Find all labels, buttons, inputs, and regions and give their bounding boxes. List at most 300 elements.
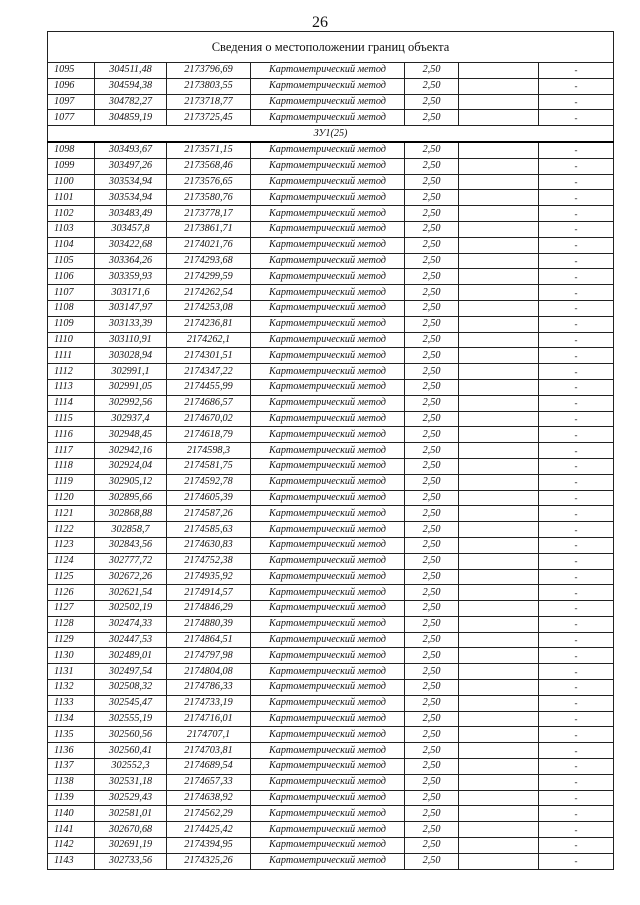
- note-cell: [459, 332, 539, 348]
- y-coordinate-cell: 2174301,51: [167, 348, 251, 364]
- method-cell: Картометрический метод: [251, 364, 405, 380]
- x-coordinate-cell: 304594,38: [95, 78, 167, 94]
- note-cell: [459, 853, 539, 869]
- method-cell: Картометрический метод: [251, 237, 405, 253]
- x-coordinate-cell: 302447,53: [95, 632, 167, 648]
- method-cell: Картометрический метод: [251, 806, 405, 822]
- method-cell: Картометрический метод: [251, 537, 405, 553]
- accuracy-cell: 2,50: [405, 206, 459, 222]
- method-cell: Картометрический метод: [251, 680, 405, 696]
- y-coordinate-cell: 2174236,81: [167, 316, 251, 332]
- x-coordinate-cell: 302868,88: [95, 506, 167, 522]
- point-number-cell: 1117: [48, 443, 95, 459]
- method-cell: Картометрический метод: [251, 174, 405, 190]
- table-row: [48, 506, 614, 522]
- description-cell: -: [539, 269, 614, 285]
- description-cell: -: [539, 790, 614, 806]
- method-cell: Картометрический метод: [251, 790, 405, 806]
- method-cell: Картометрический метод: [251, 585, 405, 601]
- table-row: [48, 806, 614, 822]
- method-cell: Картометрический метод: [251, 648, 405, 664]
- table-row: [48, 553, 614, 569]
- point-number-cell: 1123: [48, 537, 95, 553]
- table-row: [48, 142, 614, 158]
- point-number-cell: 1098: [48, 142, 95, 158]
- note-cell: [459, 348, 539, 364]
- x-coordinate-cell: 303110,91: [95, 332, 167, 348]
- table-row: [48, 838, 614, 854]
- method-cell: Картометрический метод: [251, 506, 405, 522]
- y-coordinate-cell: 2174864,51: [167, 632, 251, 648]
- table-row: [48, 427, 614, 443]
- note-cell: [459, 237, 539, 253]
- accuracy-cell: 2,50: [405, 285, 459, 301]
- y-coordinate-cell: 2174630,83: [167, 537, 251, 553]
- note-cell: [459, 443, 539, 459]
- accuracy-cell: 2,50: [405, 838, 459, 854]
- table-row: [48, 411, 614, 427]
- description-cell: -: [539, 142, 614, 158]
- accuracy-cell: 2,50: [405, 269, 459, 285]
- description-cell: -: [539, 474, 614, 490]
- y-coordinate-cell: 2174797,98: [167, 648, 251, 664]
- note-cell: [459, 427, 539, 443]
- x-coordinate-cell: 302733,56: [95, 853, 167, 869]
- x-coordinate-cell: 302672,26: [95, 569, 167, 585]
- y-coordinate-cell: 2173861,71: [167, 221, 251, 237]
- note-cell: [459, 537, 539, 553]
- accuracy-cell: 2,50: [405, 237, 459, 253]
- point-number-cell: 1139: [48, 790, 95, 806]
- y-coordinate-cell: 2173725,45: [167, 110, 251, 126]
- method-cell: Картометрический метод: [251, 838, 405, 854]
- note-cell: [459, 300, 539, 316]
- x-coordinate-cell: 302858,7: [95, 522, 167, 538]
- point-number-cell: 1125: [48, 569, 95, 585]
- note-cell: [459, 253, 539, 269]
- description-cell: -: [539, 458, 614, 474]
- point-number-cell: 1141: [48, 822, 95, 838]
- method-cell: Картометрический метод: [251, 664, 405, 680]
- y-coordinate-cell: 2174935,92: [167, 569, 251, 585]
- method-cell: Картометрический метод: [251, 348, 405, 364]
- x-coordinate-cell: 303497,26: [95, 158, 167, 174]
- x-coordinate-cell: 302508,32: [95, 680, 167, 696]
- method-cell: Картометрический метод: [251, 221, 405, 237]
- table-row: [48, 680, 614, 696]
- description-cell: -: [539, 237, 614, 253]
- x-coordinate-cell: 302497,54: [95, 664, 167, 680]
- table-row: [48, 332, 614, 348]
- accuracy-cell: 2,50: [405, 822, 459, 838]
- note-cell: [459, 790, 539, 806]
- point-number-cell: 1110: [48, 332, 95, 348]
- y-coordinate-cell: 2174707,1: [167, 727, 251, 743]
- method-cell: Картометрический метод: [251, 206, 405, 222]
- point-number-cell: 1132: [48, 680, 95, 696]
- table-row: [48, 63, 614, 79]
- note-cell: [459, 110, 539, 126]
- x-coordinate-cell: 302924,04: [95, 458, 167, 474]
- table-row: [48, 110, 614, 126]
- accuracy-cell: 2,50: [405, 221, 459, 237]
- note-cell: [459, 616, 539, 632]
- note-cell: [459, 316, 539, 332]
- description-cell: -: [539, 332, 614, 348]
- point-number-cell: 1129: [48, 632, 95, 648]
- note-cell: [459, 648, 539, 664]
- note-cell: [459, 285, 539, 301]
- x-coordinate-cell: 303457,8: [95, 221, 167, 237]
- point-number-cell: 1124: [48, 553, 95, 569]
- table-row: [48, 537, 614, 553]
- description-cell: -: [539, 490, 614, 506]
- y-coordinate-cell: 2174657,33: [167, 774, 251, 790]
- table-row: [48, 632, 614, 648]
- point-number-cell: 1142: [48, 838, 95, 854]
- description-cell: -: [539, 759, 614, 775]
- point-number-cell: 1103: [48, 221, 95, 237]
- x-coordinate-cell: 302895,66: [95, 490, 167, 506]
- y-coordinate-cell: 2173580,76: [167, 190, 251, 206]
- point-number-cell: 1134: [48, 711, 95, 727]
- accuracy-cell: 2,50: [405, 506, 459, 522]
- description-cell: -: [539, 379, 614, 395]
- y-coordinate-cell: 2174581,75: [167, 458, 251, 474]
- x-coordinate-cell: 304511,48: [95, 63, 167, 79]
- y-coordinate-cell: 2173796,69: [167, 63, 251, 79]
- point-number-cell: 1096: [48, 78, 95, 94]
- point-number-cell: 1106: [48, 269, 95, 285]
- point-number-cell: 1138: [48, 774, 95, 790]
- method-cell: Картометрический метод: [251, 443, 405, 459]
- accuracy-cell: 2,50: [405, 806, 459, 822]
- y-coordinate-cell: 2174716,01: [167, 711, 251, 727]
- table-row: [48, 711, 614, 727]
- description-cell: -: [539, 78, 614, 94]
- description-cell: -: [539, 506, 614, 522]
- accuracy-cell: 2,50: [405, 300, 459, 316]
- accuracy-cell: 2,50: [405, 411, 459, 427]
- description-cell: -: [539, 569, 614, 585]
- x-coordinate-cell: 302531,18: [95, 774, 167, 790]
- table-row: [48, 221, 614, 237]
- description-cell: -: [539, 822, 614, 838]
- table-row: [48, 743, 614, 759]
- accuracy-cell: 2,50: [405, 174, 459, 190]
- method-cell: Картометрический метод: [251, 727, 405, 743]
- note-cell: [459, 474, 539, 490]
- accuracy-cell: 2,50: [405, 727, 459, 743]
- note-cell: [459, 743, 539, 759]
- method-cell: Картометрический метод: [251, 616, 405, 632]
- x-coordinate-cell: 302545,47: [95, 695, 167, 711]
- x-coordinate-cell: 302937,4: [95, 411, 167, 427]
- point-number-cell: 1101: [48, 190, 95, 206]
- method-cell: Картометрический метод: [251, 853, 405, 869]
- table-row: [48, 774, 614, 790]
- table-row: [48, 569, 614, 585]
- x-coordinate-cell: 303364,26: [95, 253, 167, 269]
- accuracy-cell: 2,50: [405, 348, 459, 364]
- x-coordinate-cell: 303493,67: [95, 142, 167, 158]
- point-number-cell: 1104: [48, 237, 95, 253]
- accuracy-cell: 2,50: [405, 537, 459, 553]
- note-cell: [459, 680, 539, 696]
- y-coordinate-cell: 2174562,29: [167, 806, 251, 822]
- note-cell: [459, 78, 539, 94]
- accuracy-cell: 2,50: [405, 427, 459, 443]
- table-row: [48, 664, 614, 680]
- point-number-cell: 1113: [48, 379, 95, 395]
- point-number-cell: 1143: [48, 853, 95, 869]
- description-cell: -: [539, 695, 614, 711]
- point-number-cell: 1105: [48, 253, 95, 269]
- y-coordinate-cell: 2174670,02: [167, 411, 251, 427]
- note-cell: [459, 585, 539, 601]
- x-coordinate-cell: 302555,19: [95, 711, 167, 727]
- description-cell: -: [539, 221, 614, 237]
- method-cell: Картометрический метод: [251, 190, 405, 206]
- accuracy-cell: 2,50: [405, 680, 459, 696]
- x-coordinate-cell: 302843,56: [95, 537, 167, 553]
- table-row: [48, 585, 614, 601]
- y-coordinate-cell: 2173571,15: [167, 142, 251, 158]
- method-cell: Картометрический метод: [251, 553, 405, 569]
- description-cell: -: [539, 348, 614, 364]
- y-coordinate-cell: 2174585,63: [167, 522, 251, 538]
- table-row: [48, 316, 614, 332]
- point-number-cell: 1122: [48, 522, 95, 538]
- description-cell: -: [539, 616, 614, 632]
- description-cell: -: [539, 537, 614, 553]
- description-cell: -: [539, 727, 614, 743]
- accuracy-cell: 2,50: [405, 395, 459, 411]
- method-cell: Картометрический метод: [251, 743, 405, 759]
- method-cell: Картометрический метод: [251, 332, 405, 348]
- x-coordinate-cell: 303147,97: [95, 300, 167, 316]
- section-title: ЗУ1(25): [48, 126, 614, 142]
- y-coordinate-cell: 2174786,33: [167, 680, 251, 696]
- x-coordinate-cell: 303534,94: [95, 174, 167, 190]
- description-cell: -: [539, 553, 614, 569]
- y-coordinate-cell: 2174686,57: [167, 395, 251, 411]
- note-cell: [459, 711, 539, 727]
- table-row: [48, 759, 614, 775]
- description-cell: -: [539, 364, 614, 380]
- accuracy-cell: 2,50: [405, 379, 459, 395]
- point-number-cell: 1133: [48, 695, 95, 711]
- method-cell: Картометрический метод: [251, 411, 405, 427]
- x-coordinate-cell: 302502,19: [95, 601, 167, 617]
- table-row: [48, 616, 614, 632]
- section-row: [48, 126, 614, 142]
- note-cell: [459, 221, 539, 237]
- accuracy-cell: 2,50: [405, 664, 459, 680]
- method-cell: Картометрический метод: [251, 569, 405, 585]
- accuracy-cell: 2,50: [405, 142, 459, 158]
- method-cell: Картометрический метод: [251, 316, 405, 332]
- x-coordinate-cell: 302581,01: [95, 806, 167, 822]
- y-coordinate-cell: 2174804,08: [167, 664, 251, 680]
- x-coordinate-cell: 302560,56: [95, 727, 167, 743]
- x-coordinate-cell: 303133,39: [95, 316, 167, 332]
- description-cell: -: [539, 94, 614, 110]
- point-number-cell: 1118: [48, 458, 95, 474]
- note-cell: [459, 490, 539, 506]
- x-coordinate-cell: 302489,01: [95, 648, 167, 664]
- point-number-cell: 1108: [48, 300, 95, 316]
- description-cell: -: [539, 110, 614, 126]
- table-row: [48, 458, 614, 474]
- x-coordinate-cell: 303534,94: [95, 190, 167, 206]
- method-cell: Картометрический метод: [251, 601, 405, 617]
- description-cell: -: [539, 648, 614, 664]
- description-cell: -: [539, 743, 614, 759]
- y-coordinate-cell: 2174347,22: [167, 364, 251, 380]
- y-coordinate-cell: 2174021,76: [167, 237, 251, 253]
- x-coordinate-cell: 303483,49: [95, 206, 167, 222]
- method-cell: Картометрический метод: [251, 300, 405, 316]
- description-cell: -: [539, 427, 614, 443]
- method-cell: Картометрический метод: [251, 490, 405, 506]
- point-number-cell: 1099: [48, 158, 95, 174]
- accuracy-cell: 2,50: [405, 774, 459, 790]
- note-cell: [459, 269, 539, 285]
- y-coordinate-cell: 2173803,55: [167, 78, 251, 94]
- x-coordinate-cell: 302474,33: [95, 616, 167, 632]
- method-cell: Картометрический метод: [251, 110, 405, 126]
- point-number-cell: 1130: [48, 648, 95, 664]
- point-number-cell: 1116: [48, 427, 95, 443]
- description-cell: -: [539, 63, 614, 79]
- accuracy-cell: 2,50: [405, 759, 459, 775]
- point-number-cell: 1107: [48, 285, 95, 301]
- description-cell: -: [539, 285, 614, 301]
- table-row: [48, 474, 614, 490]
- x-coordinate-cell: 302621,54: [95, 585, 167, 601]
- y-coordinate-cell: 2174425,42: [167, 822, 251, 838]
- method-cell: Картометрический метод: [251, 522, 405, 538]
- note-cell: [459, 63, 539, 79]
- y-coordinate-cell: 2173576,65: [167, 174, 251, 190]
- description-cell: -: [539, 711, 614, 727]
- point-number-cell: 1112: [48, 364, 95, 380]
- method-cell: Картометрический метод: [251, 379, 405, 395]
- x-coordinate-cell: 304782,27: [95, 94, 167, 110]
- y-coordinate-cell: 2174325,26: [167, 853, 251, 869]
- y-coordinate-cell: 2174733,19: [167, 695, 251, 711]
- description-cell: -: [539, 664, 614, 680]
- table-row: [48, 727, 614, 743]
- accuracy-cell: 2,50: [405, 316, 459, 332]
- method-cell: Картометрический метод: [251, 774, 405, 790]
- table-row: [48, 490, 614, 506]
- table-row: [48, 158, 614, 174]
- y-coordinate-cell: 2174587,26: [167, 506, 251, 522]
- point-number-cell: 1131: [48, 664, 95, 680]
- table-row: [48, 190, 614, 206]
- y-coordinate-cell: 2174394,95: [167, 838, 251, 854]
- note-cell: [459, 822, 539, 838]
- y-coordinate-cell: 2173568,46: [167, 158, 251, 174]
- table-row: [48, 853, 614, 869]
- point-number-cell: 1140: [48, 806, 95, 822]
- accuracy-cell: 2,50: [405, 332, 459, 348]
- x-coordinate-cell: 302991,1: [95, 364, 167, 380]
- x-coordinate-cell: 302552,3: [95, 759, 167, 775]
- accuracy-cell: 2,50: [405, 458, 459, 474]
- accuracy-cell: 2,50: [405, 632, 459, 648]
- point-number-cell: 1135: [48, 727, 95, 743]
- y-coordinate-cell: 2173718,77: [167, 94, 251, 110]
- page-number: 26: [312, 14, 328, 31]
- point-number-cell: 1114: [48, 395, 95, 411]
- table-row: [48, 395, 614, 411]
- description-cell: -: [539, 680, 614, 696]
- table-row: [48, 253, 614, 269]
- table-row: [48, 174, 614, 190]
- note-cell: [459, 664, 539, 680]
- note-cell: [459, 158, 539, 174]
- note-cell: [459, 190, 539, 206]
- point-number-cell: 1095: [48, 63, 95, 79]
- point-number-cell: 1102: [48, 206, 95, 222]
- point-number-cell: 1126: [48, 585, 95, 601]
- table-row: [48, 601, 614, 617]
- table-row: [48, 206, 614, 222]
- x-coordinate-cell: 303359,93: [95, 269, 167, 285]
- y-coordinate-cell: 2174914,57: [167, 585, 251, 601]
- x-coordinate-cell: 304859,19: [95, 110, 167, 126]
- point-number-cell: 1137: [48, 759, 95, 775]
- y-coordinate-cell: 2174299,59: [167, 269, 251, 285]
- method-cell: Картометрический метод: [251, 158, 405, 174]
- description-cell: -: [539, 174, 614, 190]
- table-caption-row: [48, 32, 614, 63]
- note-cell: [459, 569, 539, 585]
- y-coordinate-cell: 2174689,54: [167, 759, 251, 775]
- table-row: [48, 822, 614, 838]
- y-coordinate-cell: 2174253,08: [167, 300, 251, 316]
- y-coordinate-cell: 2174605,39: [167, 490, 251, 506]
- y-coordinate-cell: 2174880,39: [167, 616, 251, 632]
- note-cell: [459, 458, 539, 474]
- point-number-cell: 1077: [48, 110, 95, 126]
- accuracy-cell: 2,50: [405, 711, 459, 727]
- table-row: [48, 237, 614, 253]
- note-cell: [459, 553, 539, 569]
- y-coordinate-cell: 2174262,1: [167, 332, 251, 348]
- accuracy-cell: 2,50: [405, 490, 459, 506]
- note-cell: [459, 632, 539, 648]
- note-cell: [459, 174, 539, 190]
- note-cell: [459, 142, 539, 158]
- accuracy-cell: 2,50: [405, 553, 459, 569]
- accuracy-cell: 2,50: [405, 364, 459, 380]
- point-number-cell: 1119: [48, 474, 95, 490]
- method-cell: Картометрический метод: [251, 253, 405, 269]
- method-cell: Картометрический метод: [251, 822, 405, 838]
- point-number-cell: 1115: [48, 411, 95, 427]
- table-caption: Сведения о местоположении границ объекта: [48, 32, 614, 63]
- method-cell: Картометрический метод: [251, 759, 405, 775]
- table-row: [48, 364, 614, 380]
- method-cell: Картометрический метод: [251, 269, 405, 285]
- boundary-coordinates-table: [47, 31, 614, 870]
- description-cell: -: [539, 316, 614, 332]
- note-cell: [459, 838, 539, 854]
